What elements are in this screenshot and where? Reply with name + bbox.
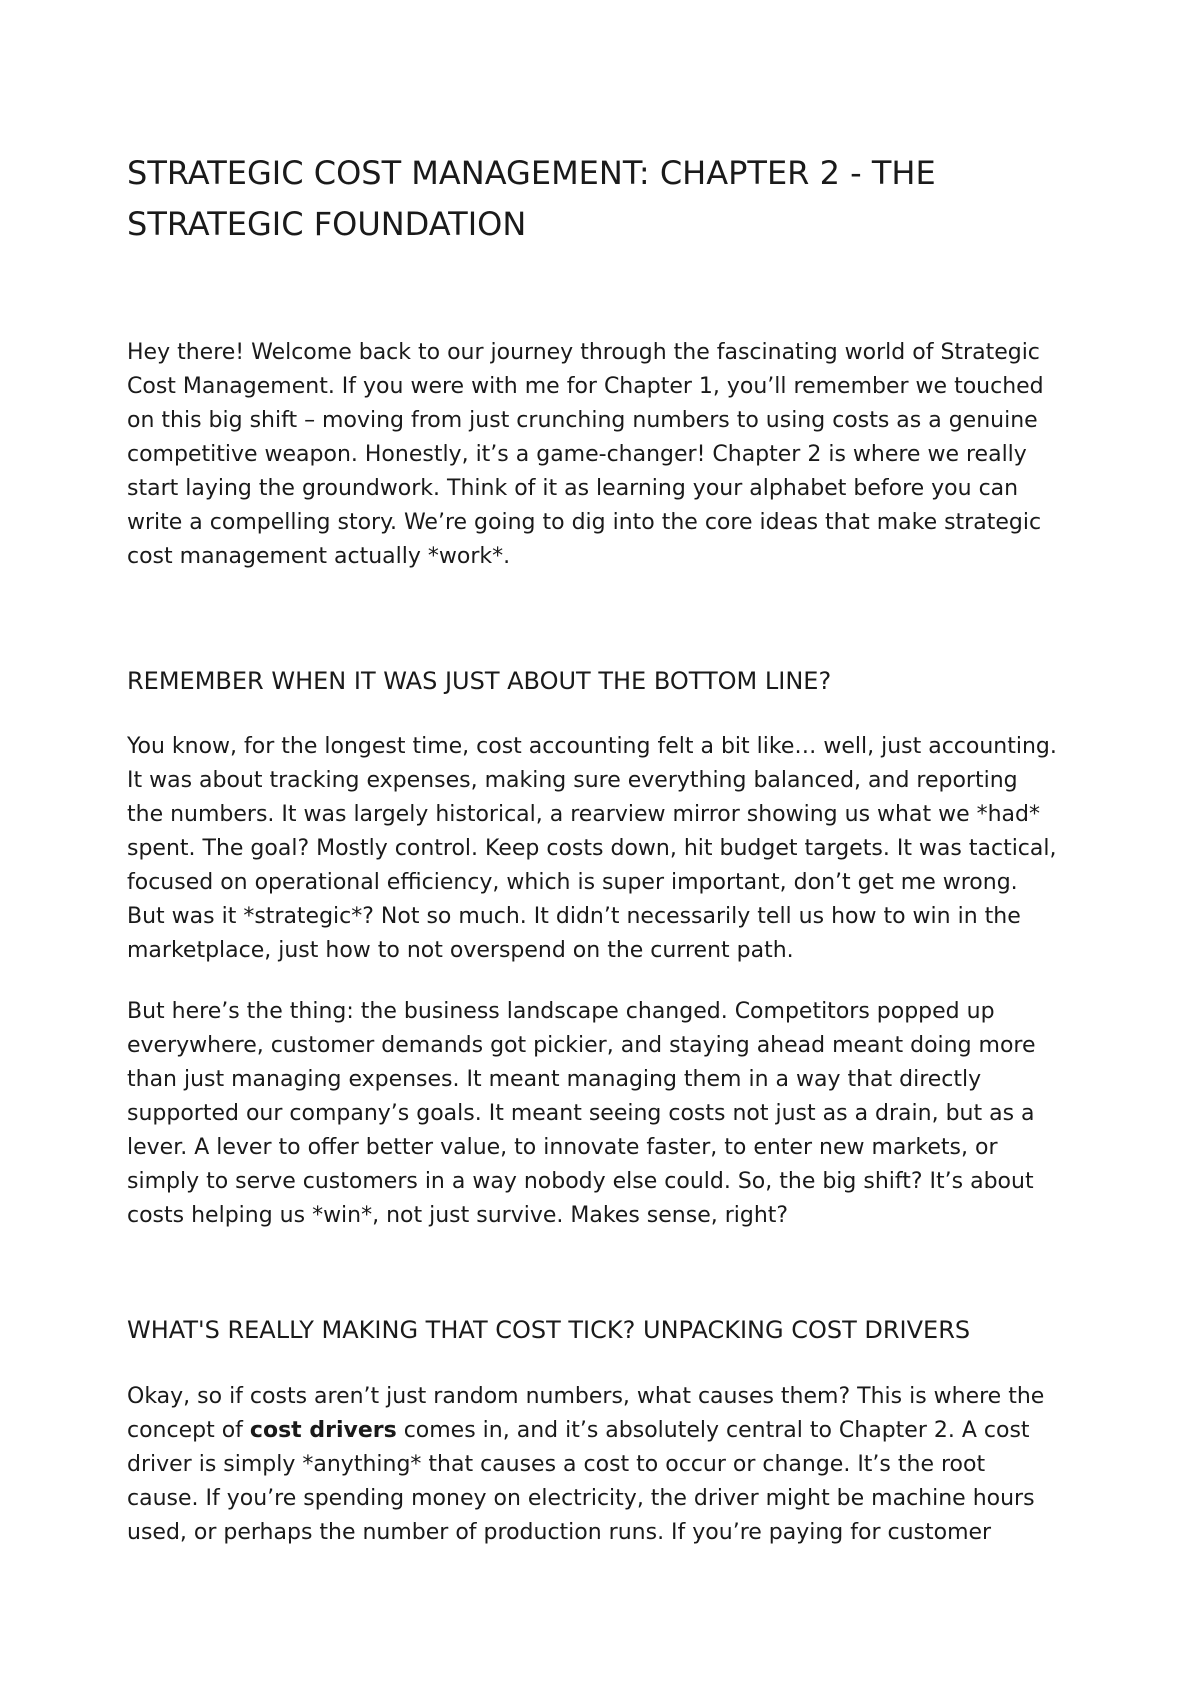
paragraph-line: lever. A lever to offer better value, to innovate faster, to enter new markets, or: [127, 1135, 998, 1160]
intro-line: on this big shift – moving from just crunching numbers to using costs as a genuine: [127, 408, 1038, 433]
paragraph-line: everywhere, customer demands got pickier, and staying ahead meant doing more: [127, 1033, 1036, 1058]
paragraph-line: It was about tracking expenses, making sure everything balanced, and reporting: [127, 768, 1018, 793]
key-term-cost-drivers: cost drivers: [249, 1418, 397, 1443]
paragraph-line: driver is simply *anything* that causes a cost to occur or change. It’s the root: [127, 1452, 986, 1477]
paragraph-line: used, or perhaps the number of production runs. If you’re paying for customer: [127, 1520, 992, 1545]
intro-line: Cost Management. If you were with me for Chapter 1, you’ll remember we touched: [127, 374, 1044, 399]
paragraph-line: supported our company’s goals. It meant seeing costs not just as a drain, but as a: [127, 1101, 1035, 1126]
title-line-2: STRATEGIC FOUNDATION: [127, 205, 527, 243]
intro-line: competitive weapon. Honestly, it’s a game-changer! Chapter 2 is where we really: [127, 442, 1027, 467]
intro-paragraph: [127, 336, 1077, 574]
text-run: comes in, and it’s absolutely central to Chapter 2. A cost: [396, 1418, 1030, 1443]
paragraph-line: focused on operational efficiency, which is super important, don’t get me wrong.: [127, 870, 1018, 895]
paragraph-line: marketplace, just how to not overspend on the current path.: [127, 938, 794, 963]
section-heading-cost-drivers: WHAT'S REALLY MAKING THAT COST TICK? UNPACKING COST DRIVERS: [127, 1316, 971, 1344]
section-heading-bottom-line: REMEMBER WHEN IT WAS JUST ABOUT THE BOTTOM LINE?: [127, 667, 832, 695]
text-run: concept of: [127, 1418, 250, 1443]
paragraph-line: But was it *strategic*? Not so much. It didn’t necessarily tell us how to win in the: [127, 904, 1021, 929]
paragraph-line: than just managing expenses. It meant managing them in a way that directly: [127, 1067, 982, 1092]
paragraph-line: But here’s the thing: the business landscape changed. Competitors popped up: [127, 999, 995, 1024]
paragraph-line: cause. If you’re spending money on electricity, the driver might be machine hours: [127, 1486, 1035, 1511]
cost-drivers-paragraph: [127, 1380, 1077, 1550]
paragraph-line: spent. The goal? Mostly control. Keep costs down, hit budget targets. It was tactical,: [127, 836, 1057, 861]
paragraph-line: simply to serve customers in a way nobody else could. So, the big shift? It’s about: [127, 1169, 1034, 1194]
intro-line: start laying the groundwork. Think of it as learning your alphabet before you can: [127, 476, 1019, 501]
title-line-1: STRATEGIC COST MANAGEMENT: CHAPTER 2 - THE: [127, 154, 936, 192]
bottom-line-paragraph-2: [127, 995, 1077, 1233]
intro-line: Hey there! Welcome back to our journey through the fascinating world of Strategic: [127, 340, 1040, 365]
paragraph-line: Okay, so if costs aren’t just random numbers, what causes them? This is where the: [127, 1384, 1045, 1409]
intro-line: cost management actually *work*.: [127, 544, 511, 569]
paragraph-line: You know, for the longest time, cost accounting felt a bit like… well, just accounting.: [127, 734, 1057, 759]
paragraph-line: the numbers. It was largely historical, a rearview mirror showing us what we *had*: [127, 802, 1040, 827]
paragraph-line-with-term: [127, 1414, 1077, 1448]
page-title: [127, 148, 1077, 250]
intro-line: write a compelling story. We’re going to dig into the core ideas that make strategic: [127, 510, 1042, 535]
bottom-line-paragraph-1: [127, 730, 1077, 968]
paragraph-line: costs helping us *win*, not just survive. Makes sense, right?: [127, 1203, 789, 1228]
